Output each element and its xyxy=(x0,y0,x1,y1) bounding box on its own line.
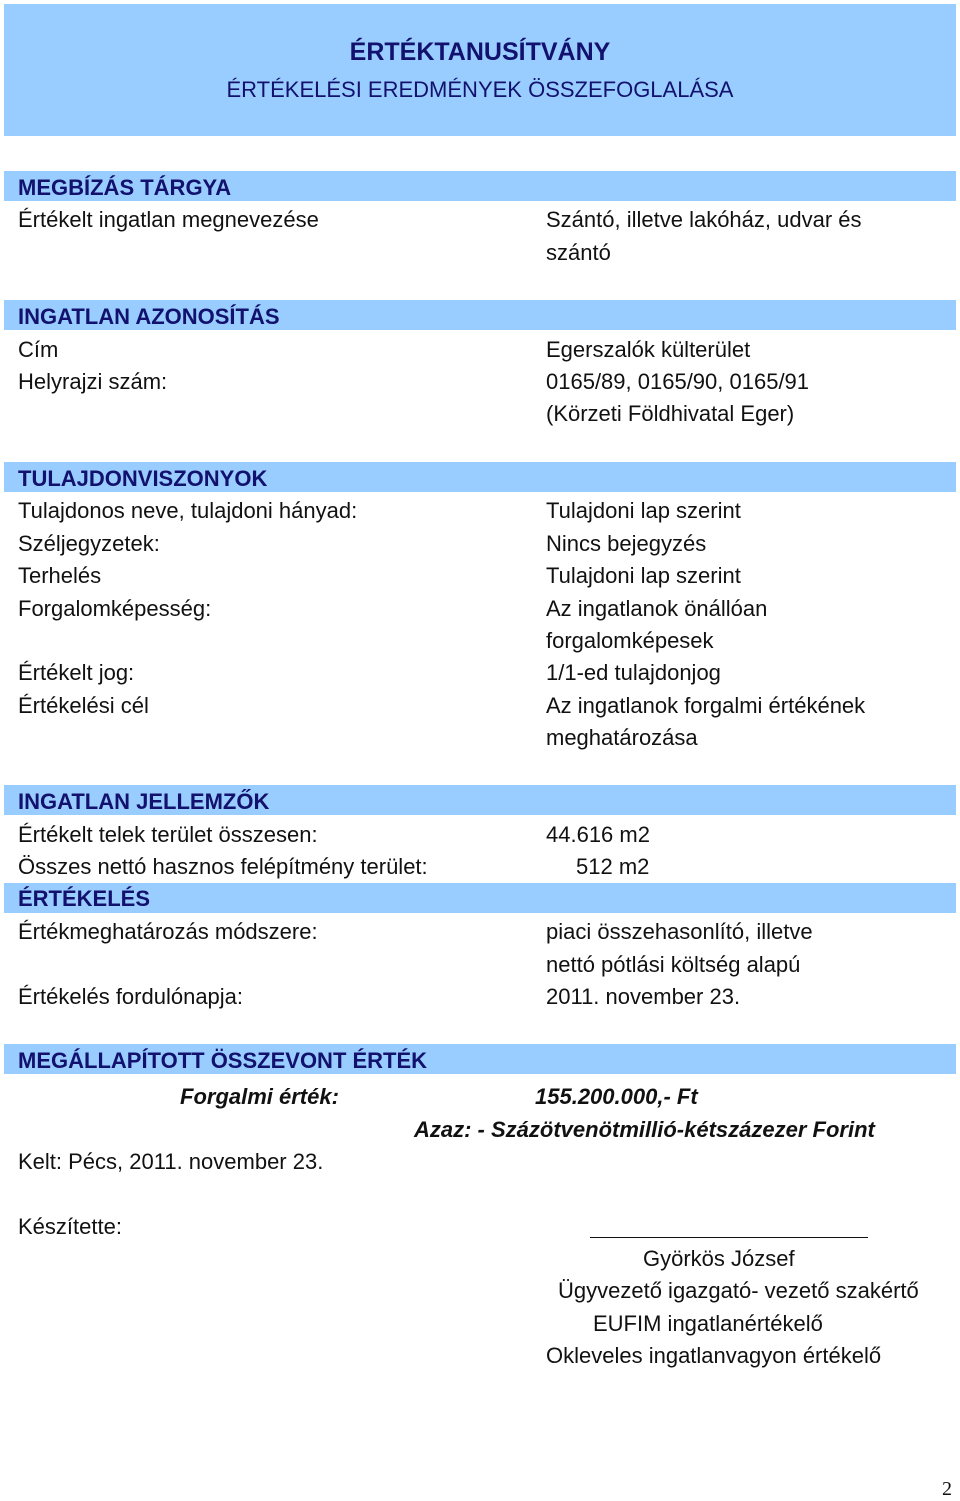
section-heading-azonositas: INGATLAN AZONOSÍTÁS xyxy=(18,304,280,329)
telek-terulet-value: 44.616 m2 xyxy=(546,822,650,847)
signer-title-3: Okleveles ingatlanvagyon értékelő xyxy=(546,1343,882,1368)
foldhivatal-note: (Körzeti Földhivatal Eger) xyxy=(546,401,795,426)
section-heading-tulajdon: TULAJDONVISZONYOK xyxy=(18,466,268,491)
ertekelesi-cel-value-2: meghatározása xyxy=(546,725,698,750)
ingatlan-megnevezes-value-2: szántó xyxy=(546,240,611,265)
fordulonap-value: 2011. november 23. xyxy=(546,984,741,1009)
helyrajzi-szam-value: 0165/89, 0165/90, 0165/91 xyxy=(546,369,810,394)
signature-line xyxy=(590,1237,868,1238)
section-heading-megbizas: MEGBÍZÁS TÁRGYA xyxy=(18,175,232,200)
telek-terulet-label: Értékelt telek terület összesen: xyxy=(18,822,318,847)
document-subtitle: ÉRTÉKELÉSI EREDMÉNYEK ÖSSZEFOGLALÁSA xyxy=(226,77,734,102)
forgalomkepesseg-value-2: forgalomképesek xyxy=(546,628,714,653)
modszer-value-1: piaci összehasonlító, illetve xyxy=(546,919,813,944)
forgalmi-ertek-label: Forgalmi érték: xyxy=(180,1084,339,1109)
forgalmi-ertek-szoveggel: Azaz: - Százötvenötmillió-kétszázezer Forint xyxy=(414,1117,875,1142)
section-heading-osszevont: MEGÁLLAPÍTOTT ÖSSZEVONT ÉRTÉK xyxy=(18,1048,428,1073)
signer-title-2: EUFIM ingatlanértékelő xyxy=(593,1311,823,1336)
forgalomkepesseg-value-1: Az ingatlanok önállóan xyxy=(546,596,768,621)
ingatlan-megnevezes-value-1: Szántó, illetve lakóház, udvar és xyxy=(546,207,862,232)
keszitette-label: Készítette: xyxy=(18,1214,122,1239)
ertekelesi-cel-value-1: Az ingatlanok forgalmi értékének xyxy=(546,693,866,718)
szeljegyzet-value: Nincs bejegyzés xyxy=(546,531,707,556)
forgalomkepesseg-label: Forgalomképesség: xyxy=(18,596,212,621)
terheles-value: Tulajdoni lap szerint xyxy=(546,563,741,588)
section-heading-ertekeles: ÉRTÉKELÉS xyxy=(18,886,151,911)
ertekelt-jog-label: Értékelt jog: xyxy=(18,660,135,685)
felepitmeny-terulet-label: Összes nettó hasznos felépítmény terület: xyxy=(18,854,428,879)
ingatlan-megnevezes-label: Értékelt ingatlan megnevezése xyxy=(18,207,319,232)
kelt-datum: Kelt: Pécs, 2011. november 23. xyxy=(18,1149,324,1174)
forgalmi-ertek-value: 155.200.000,- Ft xyxy=(535,1084,698,1109)
title-banner xyxy=(4,4,956,136)
modszer-value-2: nettó pótlási költség alapú xyxy=(546,952,801,977)
signer-title-1: Ügyvezető igazgató- vezető szakértő xyxy=(558,1278,919,1303)
helyrajzi-szam-label: Helyrajzi szám: xyxy=(18,369,168,394)
tulajdonos-label: Tulajdonos neve, tulajdoni hányad: xyxy=(18,498,358,523)
signer-name: Györkös József xyxy=(643,1246,795,1271)
ertekelesi-cel-label: Értékelési cél xyxy=(18,693,149,718)
felepitmeny-terulet-value: 512 m2 xyxy=(576,854,650,879)
ertekelt-jog-value: 1/1-ed tulajdonjog xyxy=(546,660,721,685)
fordulonap-label: Értékelés fordulónapja: xyxy=(18,984,244,1009)
szeljegyzet-label: Széljegyzetek: xyxy=(18,531,160,556)
page-number: 2 xyxy=(942,1478,952,1500)
tulajdonos-value: Tulajdoni lap szerint xyxy=(546,498,741,523)
terheles-label: Terhelés xyxy=(18,563,102,588)
section-heading-jellemzok: INGATLAN JELLEMZŐK xyxy=(18,789,270,814)
cim-label: Cím xyxy=(18,337,59,362)
cim-value: Egerszalók külterület xyxy=(546,337,751,362)
document-title: ÉRTÉKTANUSÍTVÁNY xyxy=(349,38,611,66)
modszer-label: Értékmeghatározás módszere: xyxy=(18,919,318,944)
